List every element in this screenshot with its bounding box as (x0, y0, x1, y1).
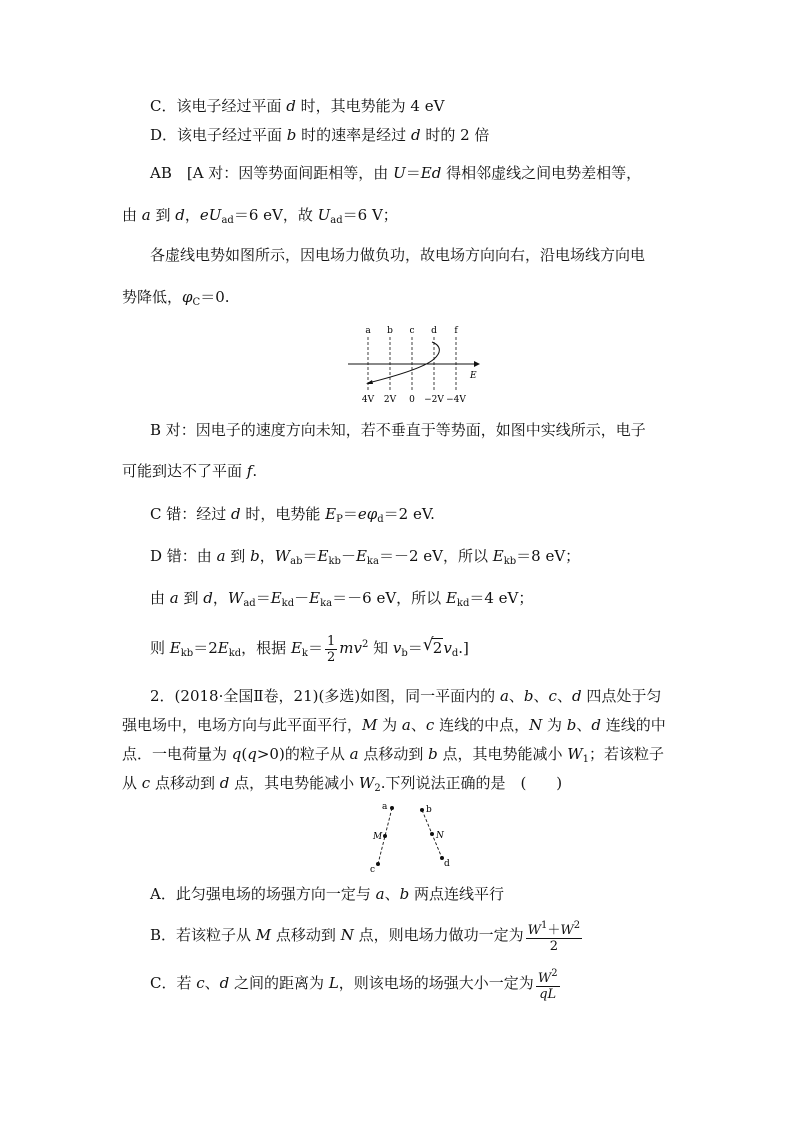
potential-a: 4V (361, 395, 375, 405)
point-b (420, 808, 424, 812)
plane-label-c: c (409, 326, 415, 336)
option-a: A．此匀强电场的场强方向一定与 a、b 两点连线平行 (150, 885, 504, 903)
potential-f: −4V (446, 395, 466, 405)
label-N: N (436, 831, 444, 841)
label-M: M (373, 832, 383, 842)
question-2-line-2: 强电场中，电场方向与此平面平行，M 为 a、c 连线的中点，N 为 b、d 连线的中 (122, 716, 666, 734)
point-M (383, 834, 387, 838)
field-label: E (470, 371, 477, 381)
potential-labels (362, 395, 466, 405)
question-2-line-3: 点．一电荷量为 q(q>0)的粒子从 a 点移动到 b 点，其电势能减小 $W_1$；若该粒子 (122, 745, 665, 765)
plane-labels (365, 326, 458, 336)
answer-c: C 错：经过 d 时，电势能 $E_P=e\varphi_d=2$ eV. (150, 505, 435, 525)
potential-b: 2V (383, 395, 397, 405)
field-arrow (474, 361, 480, 367)
answer-b-line-1: B 对：因电子的速度方向未知，若不垂直于等势面，如图中实线所示，电子 (150, 421, 646, 439)
label-c: c (370, 865, 376, 875)
point-N (430, 832, 434, 836)
answer-line-3: 各虚线电势如图所示，因电场力做负功，故电场方向向右，沿电场线方向电 (150, 246, 646, 264)
plane-label-d: d (431, 326, 437, 336)
answer-d: D 错：由 a 到 b，$W_{ab}=E_{kb}-E_{ka}=-2$ eV，所以 $E_{kb}=8$ eV； (150, 547, 581, 567)
points-figure (362, 798, 462, 876)
answer-line-2: 由 a 到 d，$eU_{ad}=6$ eV，故 $U_{ad}=6$ V； (122, 206, 398, 226)
answer-line-1: AB [A 对：因等势面间距相等，由 U＝Ed 得相邻虚线之间电势差相等， (150, 164, 642, 182)
label-d: d (444, 859, 450, 869)
electron-trajectory (368, 342, 439, 383)
equipotential-figure (340, 320, 490, 408)
answer-final: 则 $E_{kb}=2E_{kd}$，根据 $E_k=$ $\frac{1}{2}$ $mv^2$ 知 $v_b=$ √ $2v_d$.] (150, 633, 469, 665)
plane-label-a: a (365, 326, 371, 336)
answer-line-4: 势降低，$\varphi_C=0$. (122, 288, 230, 308)
label-a: a (382, 802, 388, 812)
option-b: B．若该粒子从 M 点移动到 N 点，则电场力做功一定为 $\frac{W^1+W^2}{2}$ (150, 920, 581, 954)
trajectory-arrow (366, 380, 373, 384)
potential-d: −2V (424, 395, 444, 405)
question-2-line-4: 从 c 点移动到 d 点，其电势能减小 $W_2$.下列说法正确的是 ( ) (122, 774, 563, 794)
point-c (376, 862, 380, 866)
label-b: b (426, 805, 432, 815)
question-2-line-1: 2．(2018·全国Ⅱ卷，21)(多选)如图，同一平面内的 a、b、c、d 四点处于匀 (150, 687, 662, 705)
option-c-top: C．该电子经过平面 d 时，其电势能为 4 eV (150, 97, 445, 115)
option-d-top: D．该电子经过平面 b 时的速率是经过 d 时的 2 倍 (150, 126, 490, 144)
option-c: C．若 c、d 之间的距离为 L，则该电场的场强大小一定为 $\frac{W^2}{qL}$ (150, 968, 558, 1002)
point-a (390, 806, 394, 810)
potential-c: 0 (409, 395, 415, 405)
plane-label-b: b (387, 326, 393, 336)
answer-ad: 由 a 到 d，$W_{ad}=E_{kd}-E_{ka}=-6$ eV，所以 $E_{kd}=4$ eV； (150, 589, 534, 609)
plane-label-f: f (454, 326, 458, 336)
answer-b-line-2: 可能到达不了平面 f. (122, 462, 258, 480)
